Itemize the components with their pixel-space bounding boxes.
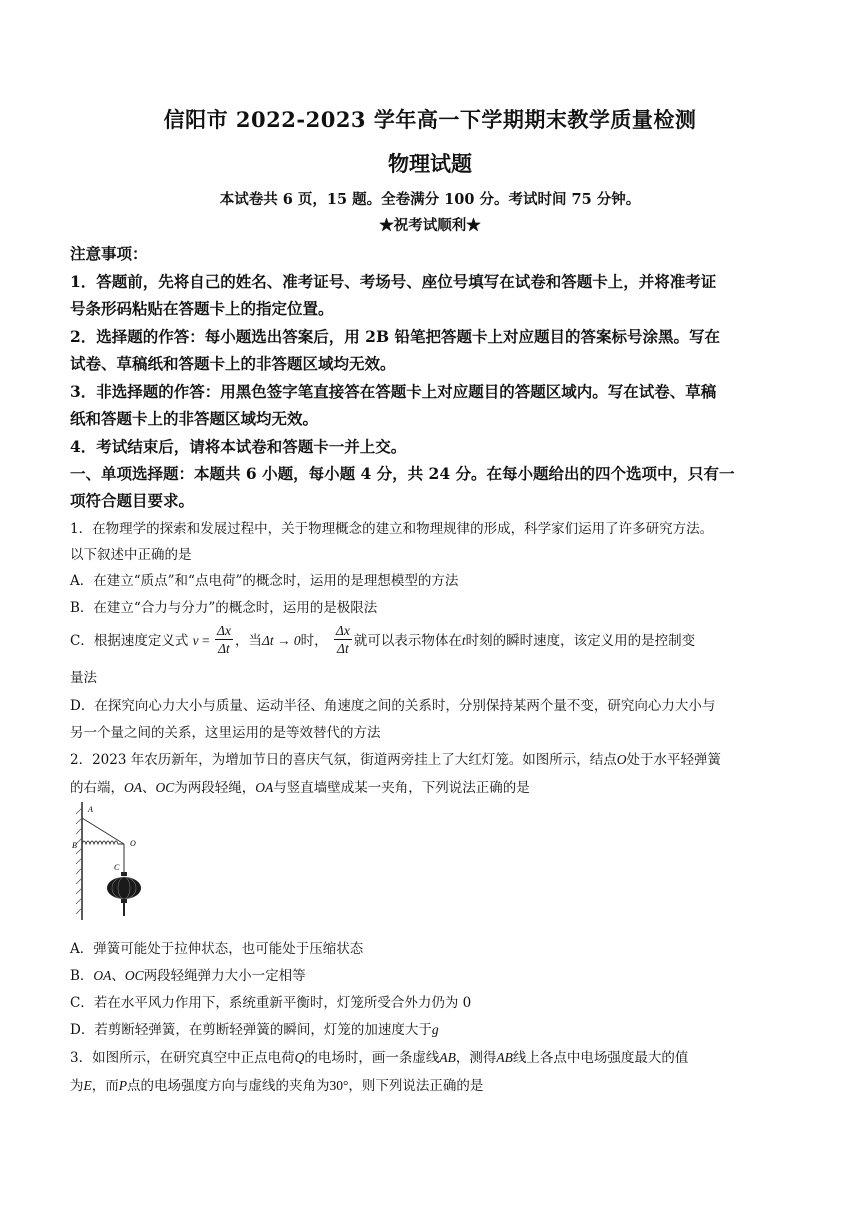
fraction-numerator: Δx <box>217 623 231 638</box>
velocity-symbol: v <box>192 633 199 648</box>
fraction-denominator-2: Δt <box>337 641 349 656</box>
gravity-symbol: g <box>431 1022 439 1037</box>
point-p: P <box>118 1078 127 1093</box>
spring <box>82 841 124 844</box>
q2-b-suffix: 两段轻绳弹力大小一定相等 <box>143 968 306 984</box>
q2-stem-text-5: 与竖直墙壁成某一夹角，下列说法正确的是 <box>273 780 530 796</box>
q3-text-7: 点的电场强度方向与虚线的夹角为 <box>127 1078 330 1094</box>
q3-text-3: ，测得 <box>455 1050 497 1066</box>
q2-stem-text-1: 2．2023 年农历新年，为增加节日的喜庆气氛，街道两旁挂上了大红灯笼。如图所示，结点 <box>70 752 617 768</box>
q1-c-when: ，当 <box>234 633 262 649</box>
q1-c-prefix: C．根据速度定义式 <box>70 633 189 649</box>
section-heading-line-2: 项符合题目要求。 <box>70 491 195 510</box>
note-2-line-2: 试卷、草稿纸和答题卡上的非答题区域均无效。 <box>70 354 396 373</box>
rope-oa: OA <box>124 780 142 795</box>
point-o: O <box>616 752 627 767</box>
label-o: O <box>130 839 136 848</box>
q2-option-a: A．弹簧可能处于拉伸状态，也可能处于压缩状态 <box>70 941 364 957</box>
separator: 、 <box>142 780 156 796</box>
velocity-fraction <box>215 622 233 657</box>
q3-text-6: ，而 <box>91 1078 119 1094</box>
line-ab-2: AB <box>496 1050 513 1065</box>
note-4: 4．考试结束后，请将本试卷和答题卡一并上交。 <box>70 437 407 456</box>
q3-text-2: 的电场时，画一条虚线 <box>304 1050 440 1066</box>
fraction-numerator-2: Δx <box>335 623 350 638</box>
subject-title: 物理试题 <box>388 151 472 176</box>
note-3-line-2: 纸和答题卡上的非答题区域均无效。 <box>70 409 319 428</box>
label-b: B <box>72 841 77 850</box>
q1-stem-line-1: 1．在物理学的探索和发展过程中，关于物理概念的建立和物理规律的形成，科学家们运用了许多研究方法。 <box>70 521 714 537</box>
exam-title: 信阳市 2022-2023 学年高一下学期期末教学质量检测 <box>163 107 697 132</box>
q2-stem-text-4: 为两段轻绳， <box>174 780 256 796</box>
note-2-line-1: 2．选择题的作答：每小题选出答案后，用 2B 铅笔把答题卡上对应题目的答案标号涂黑。写在 <box>70 327 720 346</box>
q3-stem-line-1 <box>70 1046 792 1066</box>
q2-d-text: D．若剪断轻弹簧，在剪断轻弹簧的瞬间，灯笼的加速度大于 <box>70 1022 432 1038</box>
q2-stem-line-1 <box>70 748 792 768</box>
q2-option-b <box>70 964 792 984</box>
q1-option-c <box>70 624 792 659</box>
exam-info: 本试卷共 6 页，15 题。全卷满分 100 分。考试时间 75 分钟。 <box>219 191 641 208</box>
exam-wish: ★祝考试顺利★ <box>379 217 481 234</box>
note-1-line-2: 号条形码粘贴在答题卡上的指定位置。 <box>70 299 334 318</box>
velocity-fraction-2 <box>334 622 352 657</box>
field-e: E <box>83 1078 92 1093</box>
q1-option-a: A．在建立“质点”和“点电荷”的概念时，运用的是理想模型的方法 <box>70 573 459 589</box>
q2-b-prefix: B． <box>70 968 94 984</box>
q2-stem-line-2 <box>70 776 792 796</box>
q3-text-8: ，则下列说法正确的是 <box>348 1078 484 1094</box>
q3-stem-line-2 <box>70 1074 792 1094</box>
note-1-line-1: 1．答题前，先将自己的姓名、准考证号、考场号、座位号填写在试卷和答题卡上，并将准考证 <box>70 272 717 291</box>
label-c: C <box>114 863 120 872</box>
q1-c-suffix: 时刻的瞬时速度，该定义用的是控制变 <box>465 633 696 649</box>
angle-value: 30° <box>329 1078 349 1093</box>
q1-option-c-line-2: 量法 <box>70 670 97 686</box>
lantern-diagram <box>72 800 162 922</box>
separator-2: 、 <box>111 968 125 984</box>
lantern <box>107 872 141 916</box>
rope-oc: OC <box>155 780 175 795</box>
q3-text-1: 3．如图所示，在研究真空中正点电荷 <box>70 1050 295 1066</box>
wall <box>76 802 82 920</box>
charge-q: Q <box>294 1050 305 1065</box>
q1-option-b: B．在建立“合力与分力”的概念时，运用的是极限法 <box>70 600 378 616</box>
equals-sign: = <box>198 633 214 648</box>
q1-stem-line-2: 以下叙述中正确的是 <box>70 547 192 563</box>
label-a: A <box>88 805 93 814</box>
rope-oa-3: OA <box>93 968 112 983</box>
time-symbol: t <box>461 633 466 648</box>
q2-option-c: C．若在水平风力作用下，系统重新平衡时，灯笼所受合外力仍为 0 <box>70 995 472 1011</box>
q3-text-4: 线上各点中电场强度最大的值 <box>512 1050 689 1066</box>
rope-oa-line <box>82 818 124 844</box>
q2-option-d <box>70 1018 792 1038</box>
q3-text-5: 为 <box>70 1078 84 1094</box>
fraction-denominator: Δt <box>218 641 230 656</box>
q1-option-d-line-2: 另一个量之间的关系，这里运用的是等效替代的方法 <box>70 725 381 741</box>
limit-condition: Δt → 0 <box>261 633 301 648</box>
rope-oa-2: OA <box>255 780 274 795</box>
q1-c-text: 就可以表示物体在 <box>353 633 462 649</box>
q1-option-d-line-1: D．在探究向心力大小与质量、运动半径、角速度之间的关系时，分别保持某两个量不变，研究向心力大小与 <box>70 698 716 714</box>
rope-oc-2: OC <box>124 968 144 983</box>
q1-c-then: 时， <box>300 633 328 649</box>
line-ab: AB <box>439 1050 456 1065</box>
section-heading-line-1: 一、单项选择题：本题共 6 小题，每小题 4 分，共 24 分。在每小题给出的四个选项中，只有一 <box>70 464 735 483</box>
q2-stem-text-3: 的右端， <box>70 780 124 796</box>
note-3-line-1: 3．非选择题的作答：用黑色签字笔直接答在答题卡上对应题目的答题区域内。写在试卷、草稿 <box>70 382 717 401</box>
notes-heading: 注意事项： <box>70 244 148 263</box>
q2-stem-text-2: 处于水平轻弹簧 <box>626 752 721 768</box>
